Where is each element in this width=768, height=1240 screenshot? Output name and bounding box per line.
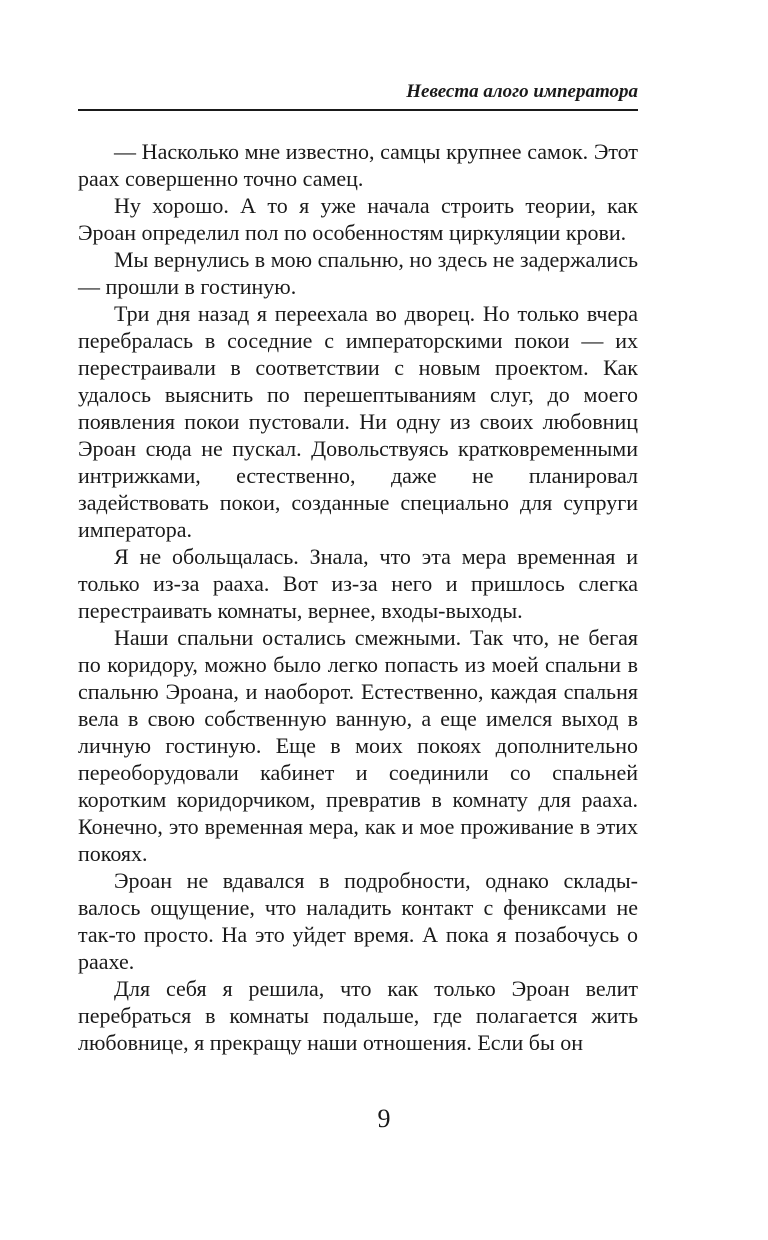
paragraph: Для себя я решила, что как только Эроан велит перебраться в комнаты подальше, где полагается жить любовнице, я прекращу наши отношения. Если бы он: [78, 976, 638, 1055]
paragraph: — Насколько мне известно, самцы крупнее самок. Этот раах совершенно точно самец.: [78, 139, 638, 191]
paragraph: Три дня назад я переехала во дворец. Но только вчера перебралась в соседние с императорскими покои — их перестраивали в соответствии с новым проектом. Как удалось выяснить по перешептываниям слуг, до моего появления покои пустовали. Ни одну из своих любовниц Эроан сюда не пускал. Довольствуясь кратковременными интрижками, естественно, даже не планировал задействовать покои, созданные специально для супруги императора.: [78, 301, 638, 542]
paragraph: Наши спальни остались смежными. Так что, не бегая по коридору, можно было легко попасть из моей спальни в спальню Эроана, и наоборот. Естественно, каждая спальня вела в свою собственную ванную, а еще имелся выход в личную гостиную. Еще в моих покоях дополнительно переоборудовали кабинет и соединили со спальней коротким коридорчиком, превратив в комнату для рааха. Конечно, это временная мера, как и мое проживание в этих покоях.: [78, 625, 638, 866]
paragraph: Ну хорошо. А то я уже начала строить теории, как Эроан определил пол по особенностям циркуляции крови.: [78, 193, 638, 245]
paragraph: Мы вернулись в мою спальню, но здесь не задержались — прошли в гостиную.: [78, 247, 638, 299]
running-title: Невеста алого императора: [406, 81, 638, 102]
page-number: 9: [377, 1104, 391, 1133]
running-header: [78, 80, 638, 111]
text-body: [78, 138, 638, 1056]
paragraph: Эроан не вдавался в подробности, однако складывалось ощущение, что наладить контакт с фениксами не так-то просто. На это уйдет время. А пока я позабочусь о раахе.: [78, 868, 638, 974]
paragraph: Я не обольщалась. Знала, что эта мера временная и только из-за рааха. Вот из-за него и пришлось слегка перестраивать комнаты, вернее, входы-выходы.: [78, 544, 638, 623]
